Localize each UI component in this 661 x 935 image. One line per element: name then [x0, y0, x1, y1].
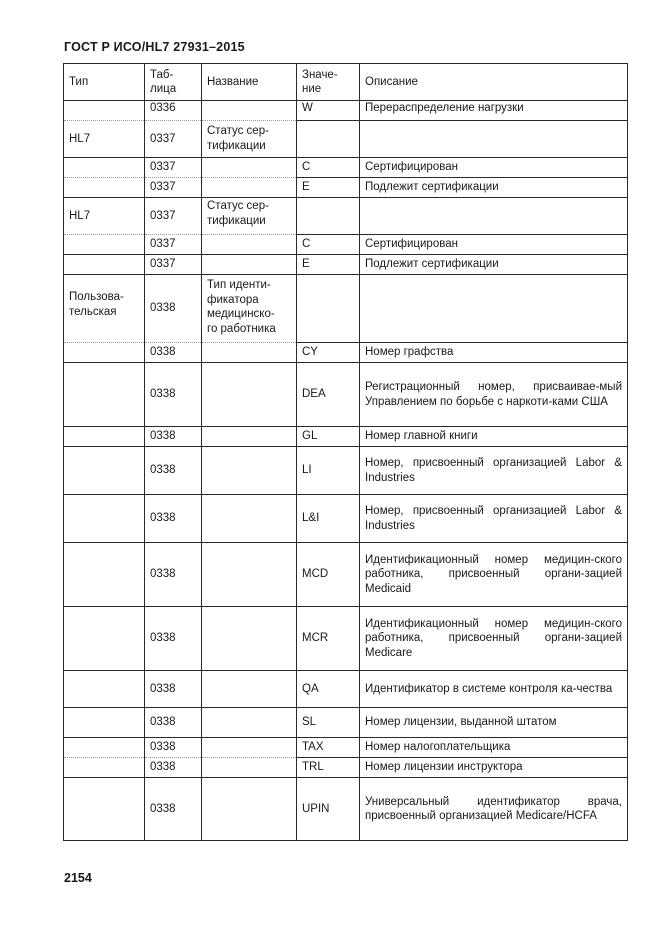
cell-value: CY [297, 343, 360, 363]
cell-description: Идентификационный номер медицин-ского работника, присвоенный органи-зацией Medicare [360, 607, 628, 671]
page-number: 2154 [64, 871, 92, 885]
table-row [64, 178, 628, 198]
cell-type [64, 738, 145, 758]
cell-value: GL [297, 427, 360, 447]
cell-value: E [297, 178, 360, 198]
cell-value: W [297, 101, 360, 121]
code-table [63, 63, 628, 841]
table-row [64, 255, 628, 275]
cell-value: TAX [297, 738, 360, 758]
cell-name [202, 427, 297, 447]
table-row [64, 275, 628, 343]
cell-description [360, 275, 628, 343]
cell-value: TRL [297, 758, 360, 778]
table-row [64, 158, 628, 178]
cell-description: Номер лицензии, выданной штатом [360, 708, 628, 738]
cell-value: E [297, 255, 360, 275]
cell-type: HL7 [64, 121, 145, 158]
cell-name [202, 363, 297, 427]
cell-value: SL [297, 708, 360, 738]
cell-value: C [297, 235, 360, 255]
cell-value: DEA [297, 363, 360, 427]
cell-description: Номер главной книги [360, 427, 628, 447]
cell-table: 0338 [145, 447, 202, 495]
cell-table: 0338 [145, 543, 202, 607]
table-row [64, 607, 628, 671]
header-type: Тип [64, 64, 145, 101]
cell-name [202, 738, 297, 758]
cell-table: 0338 [145, 343, 202, 363]
cell-type [64, 235, 145, 255]
cell-description: Подлежит сертификации [360, 255, 628, 275]
cell-type [64, 363, 145, 427]
cell-value: MCD [297, 543, 360, 607]
cell-type [64, 343, 145, 363]
cell-value: MCR [297, 607, 360, 671]
cell-type [64, 495, 145, 543]
cell-table: 0337 [145, 198, 202, 235]
cell-value: LI [297, 447, 360, 495]
document-header: ГОСТ Р ИСО/HL7 27931–2015 [64, 40, 245, 54]
cell-name [202, 543, 297, 607]
cell-description: Сертифицирован [360, 158, 628, 178]
cell-table: 0338 [145, 671, 202, 708]
cell-description [360, 198, 628, 235]
cell-table: 0338 [145, 708, 202, 738]
cell-description: Универсальный идентификатор врача, присвоенный организацией Medicare/HCFA [360, 778, 628, 841]
table-row [64, 543, 628, 607]
table-row [64, 343, 628, 363]
cell-table: 0338 [145, 363, 202, 427]
cell-description: Номер графства [360, 343, 628, 363]
cell-name [202, 255, 297, 275]
cell-table: 0337 [145, 158, 202, 178]
cell-description: Номер, присвоенный организацией Labor & Industries [360, 447, 628, 495]
table-row [64, 363, 628, 427]
cell-name [202, 495, 297, 543]
cell-value: C [297, 158, 360, 178]
cell-type [64, 178, 145, 198]
table-row [64, 121, 628, 158]
cell-table: 0338 [145, 607, 202, 671]
table-header-row [64, 64, 628, 101]
cell-description: Сертифицирован [360, 235, 628, 255]
header-table: Таб- лица [145, 64, 202, 101]
cell-table: 0338 [145, 738, 202, 758]
cell-description: Перераспределение нагрузки [360, 101, 628, 121]
cell-name: Тип иденти- фикатора медицинско- го работника [202, 275, 297, 343]
cell-name [202, 708, 297, 738]
cell-name [202, 101, 297, 121]
cell-description: Номер лицензии инструктора [360, 758, 628, 778]
cell-name [202, 178, 297, 198]
cell-value [297, 275, 360, 343]
table-row [64, 758, 628, 778]
cell-table: 0338 [145, 275, 202, 343]
cell-name [202, 758, 297, 778]
cell-table: 0338 [145, 495, 202, 543]
table-row [64, 101, 628, 121]
cell-description: Номер, присвоенный организацией Labor & Industries [360, 495, 628, 543]
cell-table: 0337 [145, 255, 202, 275]
header-value: Значе- ние [297, 64, 360, 101]
cell-name [202, 447, 297, 495]
cell-table: 0337 [145, 121, 202, 158]
table-row [64, 235, 628, 255]
cell-name [202, 671, 297, 708]
table-row [64, 447, 628, 495]
table-row [64, 198, 628, 235]
cell-type [64, 158, 145, 178]
cell-type: HL7 [64, 198, 145, 235]
table-row [64, 427, 628, 447]
cell-value: L&I [297, 495, 360, 543]
header-description: Описание [360, 64, 628, 101]
cell-name: Статус сер- тификации [202, 121, 297, 158]
cell-description: Идентификационный номер медицин-ского работника, присвоенный органи-зацией Medicaid [360, 543, 628, 607]
cell-table: 0337 [145, 178, 202, 198]
cell-description: Номер налогоплательщика [360, 738, 628, 758]
table-row [64, 778, 628, 841]
cell-table: 0336 [145, 101, 202, 121]
cell-type [64, 671, 145, 708]
cell-type [64, 543, 145, 607]
cell-type [64, 447, 145, 495]
cell-type [64, 607, 145, 671]
cell-value: QA [297, 671, 360, 708]
cell-value [297, 121, 360, 158]
table-row [64, 738, 628, 758]
cell-description: Подлежит сертификации [360, 178, 628, 198]
table-row [64, 495, 628, 543]
cell-value [297, 198, 360, 235]
cell-type [64, 708, 145, 738]
cell-name [202, 607, 297, 671]
cell-type [64, 101, 145, 121]
cell-table: 0338 [145, 427, 202, 447]
cell-value: UPIN [297, 778, 360, 841]
cell-type [64, 255, 145, 275]
cell-name [202, 158, 297, 178]
cell-name [202, 343, 297, 363]
cell-table: 0338 [145, 758, 202, 778]
cell-type [64, 758, 145, 778]
cell-description [360, 121, 628, 158]
header-name: Название [202, 64, 297, 101]
cell-type [64, 427, 145, 447]
cell-description: Регистрационный номер, присваивае-мый Управлением по борьбе с наркоти-ками США [360, 363, 628, 427]
cell-name [202, 778, 297, 841]
cell-name: Статус сер- тификации [202, 198, 297, 235]
cell-type [64, 778, 145, 841]
cell-description: Идентификатор в системе контроля ка-чества [360, 671, 628, 708]
cell-table: 0338 [145, 778, 202, 841]
cell-type: Пользова- тельская [64, 275, 145, 343]
cell-table: 0337 [145, 235, 202, 255]
table-row [64, 708, 628, 738]
cell-name [202, 235, 297, 255]
table-row [64, 671, 628, 708]
